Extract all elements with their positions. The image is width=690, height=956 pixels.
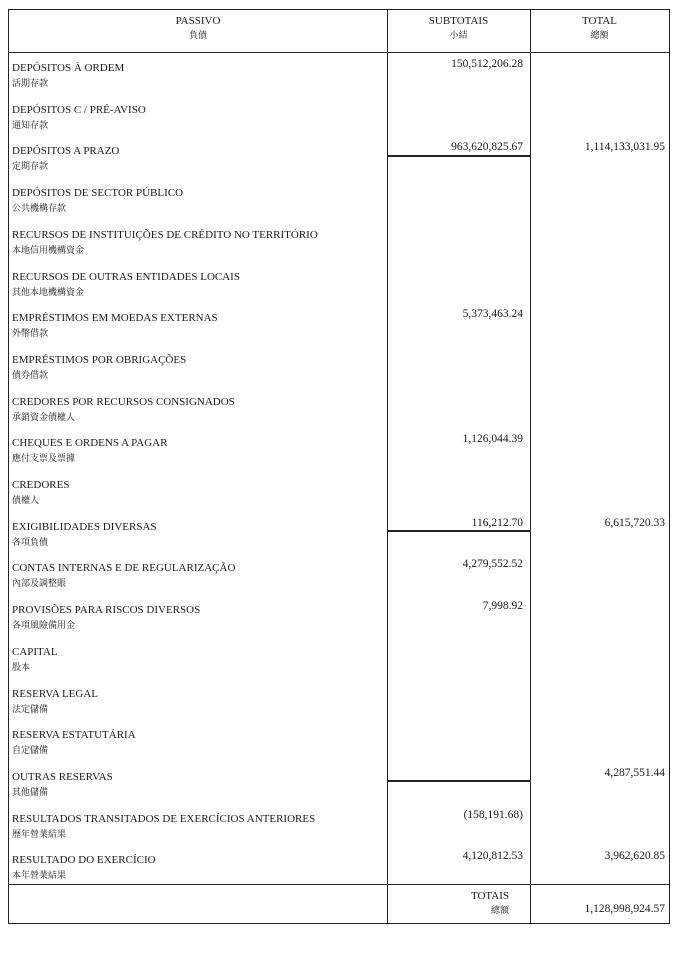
table-row — [9, 722, 669, 764]
row-label-zh: 各項風險備用金 — [12, 620, 76, 631]
header-subtotais-label-zh: 小結 — [449, 30, 468, 40]
table-row — [9, 97, 669, 139]
row-label — [12, 687, 98, 717]
table-row — [9, 847, 669, 889]
row-label-zh: 債券借款 — [12, 369, 49, 380]
row-label — [12, 478, 69, 508]
header-passivo — [9, 14, 387, 42]
table-row — [9, 430, 669, 472]
row-label-zh: 歷年營業結果 — [12, 828, 67, 839]
row-label-pt: PROVISÕES PARA RISCOS DIVERSOS — [12, 604, 201, 617]
row-label-pt: OUTRAS RESERVAS — [12, 770, 113, 783]
row-label-zh: 股本 — [12, 661, 31, 672]
header-total-label-zh: 總額 — [590, 30, 609, 40]
row-label — [12, 436, 167, 466]
liabilities-table — [8, 9, 670, 924]
totals-label — [389, 889, 509, 917]
table-row — [9, 681, 669, 723]
row-label-zh: 各項負債 — [12, 536, 49, 547]
row-label-pt: CHEQUES E ORDENS A PAGAR — [12, 437, 168, 450]
table-row — [9, 347, 669, 389]
row-label-zh: 公共機構存款 — [12, 203, 67, 214]
row-label — [12, 311, 218, 341]
row-label — [12, 61, 124, 91]
row-label-pt: EMPRÉSTIMOS EM MOEDAS EXTERNAS — [12, 312, 218, 325]
row-label — [12, 228, 318, 258]
row-subtotal: 4,279,552.52 — [462, 558, 523, 571]
table-row — [9, 222, 669, 264]
table-row — [9, 138, 669, 180]
row-label-pt: CAPITAL — [12, 645, 58, 658]
row-label — [12, 395, 235, 425]
header-subtotais-label: SUBTOTAIS — [428, 15, 489, 27]
row-label-zh: 定期存款 — [12, 161, 49, 172]
table-row — [9, 389, 669, 431]
row-label-pt: EXIGIBILIDADES DIVERSAS — [12, 520, 157, 533]
row-label — [12, 770, 113, 800]
row-subtotal: 4,120,812.53 — [462, 850, 523, 863]
table-row — [9, 472, 669, 514]
row-label-pt: RESULTADO DO EXERCÍCIO — [12, 854, 156, 867]
totals-label-zh: 總額 — [490, 905, 509, 915]
table-row — [9, 264, 669, 306]
row-label-zh: 承銷資金債權人 — [12, 411, 76, 422]
row-label-zh: 其他本地機構資金 — [12, 286, 85, 297]
row-label-pt: RESULTADOS TRANSITADOS DE EXERCÍCIOS ANTERIORES — [12, 812, 316, 825]
row-label-zh: 自定儲備 — [12, 745, 49, 756]
row-label-pt: DEPÓSITOS DE SECTOR PÚBLICO — [12, 187, 184, 200]
row-subtotal: 963,620,825.67 — [451, 141, 523, 154]
header-subtotais — [387, 14, 530, 42]
grand-total-value: 1,128,998,924.57 — [584, 903, 665, 915]
table-row — [9, 764, 669, 806]
table-row — [9, 514, 669, 556]
row-total: 6,615,720.33 — [604, 516, 665, 529]
row-label — [12, 144, 119, 174]
table-row — [9, 555, 669, 597]
row-label — [12, 728, 136, 758]
row-subtotal: 5,373,463.24 — [462, 308, 523, 321]
row-label — [12, 645, 58, 675]
row-subtotal: 150,512,206.28 — [451, 58, 523, 70]
row-label — [12, 353, 186, 383]
row-label-zh: 外幣借款 — [12, 328, 49, 339]
row-subtotal: 7,998.92 — [482, 600, 523, 613]
row-label-pt: CREDORES POR RECURSOS CONSIGNADOS — [12, 395, 235, 408]
row-label — [12, 103, 146, 133]
row-label-pt: CREDORES — [12, 479, 70, 491]
row-label-zh: 活期存款 — [12, 78, 49, 88]
row-label-zh: 通知存款 — [12, 119, 49, 130]
row-label-zh: 本年營業結果 — [12, 870, 67, 881]
row-label-zh: 本地信用機構資金 — [12, 244, 85, 255]
row-total: 1,114,133,031.95 — [584, 141, 665, 154]
row-label-zh: 內部及調整賬 — [12, 578, 67, 589]
table-row — [9, 180, 669, 222]
header-total-label: TOTAL — [582, 15, 617, 27]
row-subtotal: 116,212.70 — [471, 516, 523, 529]
row-label-pt: RESERVA LEGAL — [12, 687, 99, 700]
row-label — [12, 270, 240, 300]
row-label — [12, 603, 200, 633]
row-label-pt: CONTAS INTERNAS E DE REGULARIZAÇÃO — [12, 562, 236, 575]
header-passivo-label: PASSIVO — [175, 15, 221, 27]
table-row — [9, 597, 669, 639]
table-row — [9, 305, 669, 347]
row-label-pt: DEPÓSITOS À ORDEM — [12, 62, 125, 74]
row-total: 3,962,620.85 — [604, 850, 665, 863]
row-label-pt: DEPÓSITOS A PRAZO — [12, 145, 120, 158]
header-rule — [9, 52, 669, 53]
table-row — [9, 639, 669, 681]
row-label-zh: 應付支票及票據 — [12, 453, 76, 464]
row-subtotal: 1,126,044.39 — [462, 433, 523, 446]
totals-label-pt: TOTAIS — [470, 890, 509, 902]
row-label — [12, 561, 235, 591]
row-label — [12, 520, 157, 550]
row-label-pt: RECURSOS DE OUTRAS ENTIDADES LOCAIS — [12, 270, 240, 283]
header-passivo-label-zh: 負債 — [188, 30, 207, 40]
row-label-pt: DEPÓSITOS C / PRÉ-AVISO — [12, 103, 146, 116]
row-label-zh: 債權人 — [12, 495, 40, 505]
row-label-zh: 其他儲備 — [12, 786, 49, 797]
row-label-pt: RECURSOS DE INSTITUIÇÕES DE CRÉDITO NO TERRITÓRIO — [12, 228, 318, 241]
table-row — [9, 55, 669, 97]
row-total: 4,287,551.44 — [604, 766, 665, 779]
row-subtotal: (158,191.68) — [463, 808, 523, 821]
row-label — [12, 812, 315, 842]
row-label-zh: 法定儲備 — [12, 703, 49, 714]
table-row — [9, 806, 669, 848]
header-total — [530, 14, 669, 42]
row-label — [12, 853, 156, 883]
row-label — [12, 186, 183, 216]
row-label-pt: EMPRÉSTIMOS POR OBRIGAÇÕES — [12, 353, 187, 366]
row-label-pt: RESERVA ESTATUTÁRIA — [12, 729, 136, 742]
